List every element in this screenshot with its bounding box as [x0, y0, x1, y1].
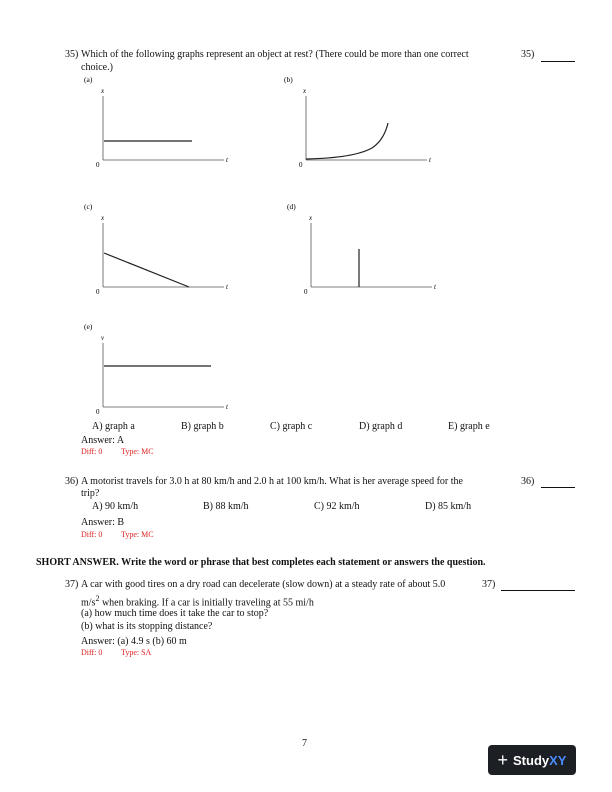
curve [306, 123, 388, 159]
q35-text-line2: choice.) [81, 62, 113, 73]
logo-text-accent: XY [549, 752, 567, 768]
x-axis-label: t [434, 283, 436, 291]
x-axis-label: t [429, 156, 431, 164]
q35-diff: Diff: 0 [81, 447, 103, 456]
page-number: 7 [302, 738, 307, 749]
q36-choice-a[interactable]: A) 90 km/h [92, 501, 139, 512]
graph-a [84, 74, 244, 174]
q36-choice-d[interactable]: D) 85 km/h [425, 501, 472, 512]
q37-text-line1: A car with good tires on a dry road can decelerate (slow down) at a steady rate of about 5.0 [81, 579, 446, 590]
q36-text-line2: trip? [81, 488, 100, 499]
q35-side-number: 35) [521, 49, 535, 60]
q35-choice-a[interactable]: A) graph a [92, 421, 135, 432]
origin-label: 0 [299, 161, 303, 169]
graph-b [284, 74, 444, 174]
graph-e [84, 321, 244, 421]
q35-text-line1: Which of the following graphs represent an object at rest? (There could be more than one correct [81, 49, 469, 60]
q35-choice-c[interactable]: C) graph c [270, 421, 313, 432]
line2-rest: when braking. If a car is initially traveling at 55 mi/h [99, 597, 314, 609]
q36-number: 36) [65, 476, 79, 487]
section-heading: SHORT ANSWER. Write the word or phrase that best completes each statement or answers the question. [36, 557, 486, 568]
x-axis-label: t [226, 156, 228, 164]
origin-label: 0 [304, 288, 308, 296]
q36-answer: Answer: B [81, 517, 125, 528]
q35-answer-blank[interactable] [541, 61, 575, 62]
q36-choice-c[interactable]: C) 92 km/h [314, 501, 360, 512]
studyxy-logo[interactable] [488, 745, 576, 775]
q37-text-line4: (b) what is its stopping distance? [81, 621, 213, 632]
y-axis-label: x [101, 87, 105, 95]
unit-superscript: 2 [95, 594, 100, 603]
q35-choice-b[interactable]: B) graph b [181, 421, 224, 432]
graph-label: (b) [284, 75, 293, 84]
origin-label: 0 [96, 408, 100, 416]
origin-label: 0 [96, 161, 100, 169]
y-axis-label: v [101, 334, 105, 342]
curve [104, 253, 189, 287]
x-axis-label: t [226, 283, 228, 291]
q35-choice-e[interactable]: E) graph e [448, 421, 490, 432]
graph-label: (e) [84, 322, 93, 331]
q36-diff: Diff: 0 [81, 530, 103, 539]
q36-choice-b[interactable]: B) 88 km/h [203, 501, 249, 512]
logo-text-main: Study [513, 752, 550, 768]
graph-label: (c) [84, 202, 93, 211]
y-axis-label: x [309, 214, 313, 222]
q36-answer-blank[interactable] [541, 487, 575, 488]
q37-answer-blank[interactable] [501, 590, 575, 591]
q37-text-line3: (a) how much time does it take the car to stop? [81, 608, 269, 619]
x-axis-label: t [226, 403, 228, 411]
origin-label: 0 [96, 288, 100, 296]
graph-d [287, 201, 447, 301]
q35-number: 35) [65, 49, 79, 60]
q35-choice-d[interactable]: D) graph d [359, 421, 403, 432]
q37-number: 37) [65, 579, 79, 590]
q37-side-number: 37) [482, 579, 496, 590]
plus-icon: + [497, 749, 509, 770]
q36-side-number: 36) [521, 476, 535, 487]
q37-answer: Answer: (a) 4.9 s (b) 60 m [81, 636, 187, 647]
graph-label: (a) [84, 75, 93, 84]
unit-text: m/s [81, 597, 96, 609]
q36-type: Type: MC [121, 530, 154, 539]
q36-text-line1: A motorist travels for 3.0 h at 80 km/h and 2.0 h at 100 km/h. What is her average speed for the [81, 476, 463, 487]
q35-answer: Answer: A [81, 435, 125, 446]
q37-type: Type: SA [121, 648, 152, 657]
y-axis-label: x [101, 214, 105, 222]
q35-type: Type: MC [121, 447, 154, 456]
y-axis-label: x [303, 87, 307, 95]
graph-label: (d) [287, 202, 296, 211]
graph-c [84, 201, 244, 301]
q37-diff: Diff: 0 [81, 648, 103, 657]
